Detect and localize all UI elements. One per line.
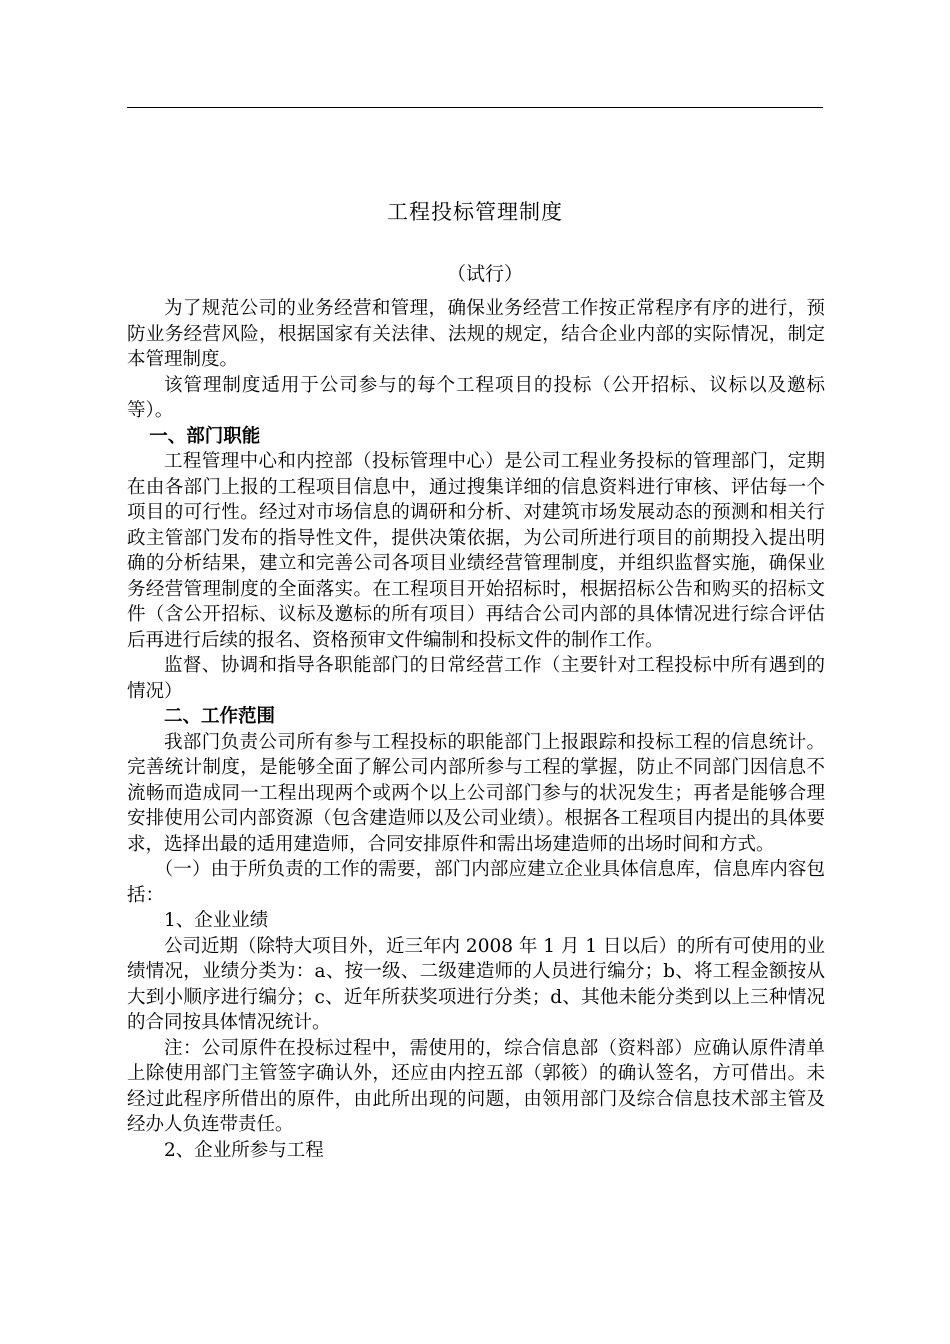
subsection-1-heading: （一）由于所负责的工作的需要，部门内部应建立企业具体信息库，信息库内容包括： <box>127 859 825 906</box>
item-2-heading: 2、企业所参与工程 <box>164 1139 324 1161</box>
section-2-paragraph: 我部门负责公司所有参与工程投标的职能部门上报跟踪和投标工程的信息统计。完善统计制度，是能够全面了解公司内部所参与工程的掌握，防止不同部门因信息不流畅而造成同一工程出现两个或两个以上公司部门参与的状况发生；再者是能够合理安排使用公司内部资源（包含建造师以及公司业绩）。根据各工程项目内提出的具体要求，选择出最的适用建造师，合同安排原件和需出场建造师的出场时间和方式。 <box>127 731 825 855</box>
item-1-heading: 1、企业业绩 <box>164 910 269 931</box>
intro-paragraph-1: 为了规范公司的业务经营和管理，确保业务经营工作按正常程序有序的进行，预防业务经营风险，根据国家有关法律、法规的规定，结合企业内部的实际情况，制定本管理制度。 <box>127 298 825 370</box>
section-1-heading: 一、部门职能 <box>149 425 261 447</box>
intro-paragraph-2: 该管理制度适用于公司参与的每个工程项目的投标（公开招标、议标以及邀标等）。 <box>127 374 825 421</box>
document-title: 工程投标管理制度 <box>387 200 563 224</box>
header-rule <box>127 107 823 108</box>
section-2-heading: 二、工作范围 <box>164 706 276 727</box>
section-1-paragraph-1: 工程管理中心和内控部（投标管理中心）是公司工程业务投标的管理部门，定期在由各部门上报的工程项目信息中，通过搜集详细的信息资料进行审核、评估每一个项目的可行性。经过对市场信息的调研和分析、对建筑市场发展动态的预测和相关行政主管部门发布的指导性文件，提供决策依据，为公司所进行项目的前期投入提出明确的分析结果，建立和完善公司各项目业绩经营管理制度，并组织监督实施，确保业务经营管理制度的全面落实。在工程项目开始招标时，根据招标公告和购买的招标文件（含公开招标、议标及邀标的所有项目）再结合公司内部的具体情况进行综合评估后再进行后续的报名、资格预审文件编制和投标文件的制作工作。 <box>127 451 825 651</box>
note-paragraph: 注：公司原件在投标过程中，需使用的，综合信息部（资料部）应确认原件清单上除使用部门主管签字确认外，还应由内控五部（郭筱）的确认签名，方可借出。未经过此程序所借出的原件，由此所出现的问题，由领用部门及综合信息技术部主管及经办人负连带责任。 <box>127 1037 825 1135</box>
document-subtitle: （试行） <box>446 263 523 285</box>
section-1-paragraph-2: 监督、协调和指导各职能部门的日常经营工作（主要针对工程投标中所有遇到的情况） <box>127 655 825 702</box>
document-body <box>127 296 825 1163</box>
item-1-paragraph: 公司近期（除特大项目外，近三年内 2008 年 1 月 1 日以后）的所有可使用的业绩情况，业绩分类为：a、按一级、二级建造师的人员进行编分；b、将工程金额按从大到小顺序进行编分；c、近年所获奖项进行分类；d、其他未能分类到以上三种情况的合同按具体情况统计。 <box>127 935 825 1033</box>
